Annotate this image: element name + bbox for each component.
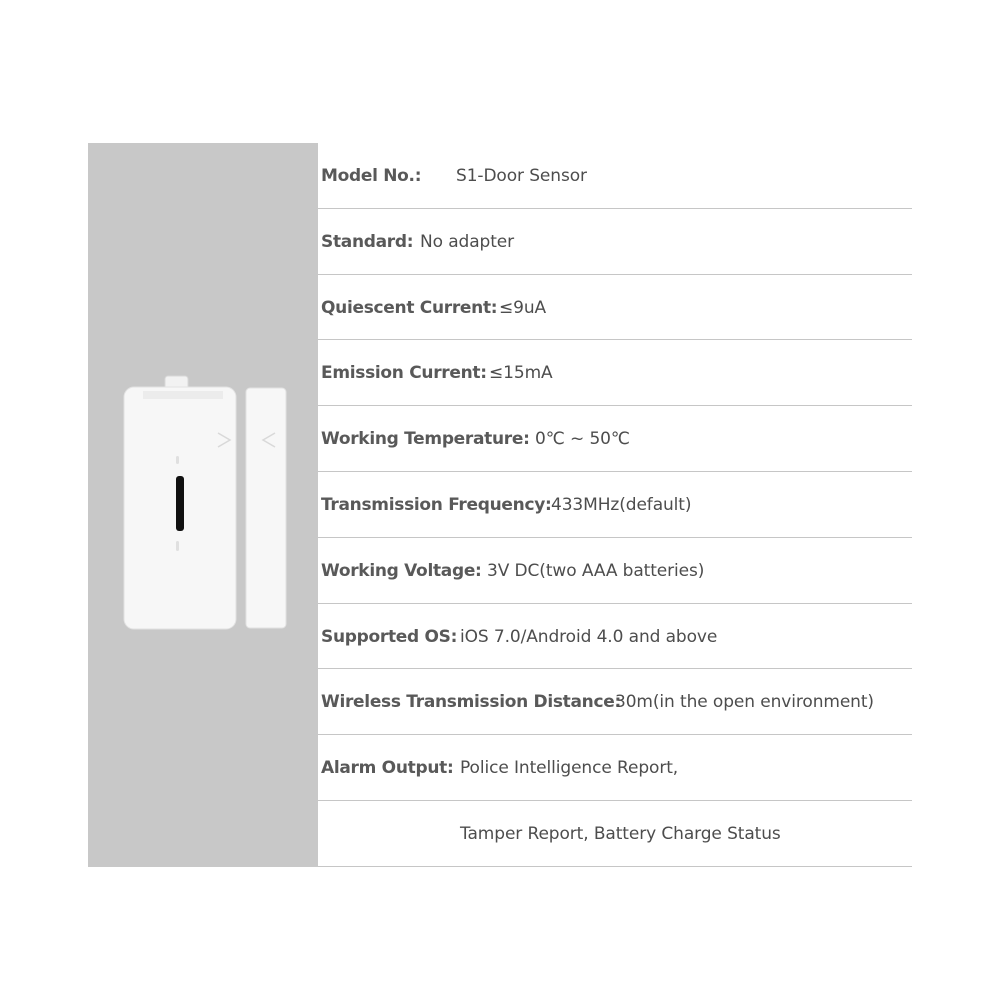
spec-row-working-voltage: [318, 538, 912, 604]
spec-row-transmission-frequency: [318, 472, 912, 538]
spec-value: No adapter: [420, 231, 515, 252]
spec-value: iOS 7.0/Android 4.0 and above: [460, 626, 718, 647]
spec-label: Model No.:: [321, 166, 422, 186]
spec-label: Quiescent Current:: [321, 297, 498, 318]
spec-label: Standard:: [321, 231, 414, 252]
spec-value: ≤15mA: [489, 363, 553, 384]
spec-row-working-temperature: [318, 406, 912, 472]
spec-value: S1-Door Sensor: [456, 166, 587, 186]
spec-label: Working Temperature:: [321, 429, 530, 450]
spec-row-quiescent-current: [318, 275, 912, 341]
spec-table: [318, 143, 912, 867]
spec-value: ≤9uA: [499, 297, 547, 318]
product-photo-panel: [88, 143, 318, 867]
spec-value: 3V DC(two AAA batteries): [487, 560, 705, 581]
spec-row-emission-current: [318, 340, 912, 406]
spec-row-alarm-output-continued: [318, 801, 912, 867]
spec-label: Emission Current:: [321, 363, 487, 384]
spec-label: Transmission Frequency:: [321, 494, 552, 515]
spec-row-standard: [318, 209, 912, 275]
spec-row-alarm-output: [318, 735, 912, 801]
spec-label: Working Voltage:: [321, 560, 482, 581]
spec-row-model: [318, 143, 912, 209]
spec-value: 433MHz(default): [551, 494, 692, 515]
spec-value: Tamper Report, Battery Charge Status: [460, 823, 781, 844]
spec-value: Police Intelligence Report,: [460, 758, 679, 779]
spec-label: Alarm Output:: [321, 758, 454, 779]
spec-row-wireless-distance: [318, 669, 912, 735]
spec-label: Wireless Transmission Distance:: [321, 692, 621, 713]
spec-value: 0℃ ~ 50℃: [535, 429, 630, 450]
spec-value: 30m(in the open environment): [615, 692, 874, 713]
spec-label: Supported OS:: [321, 626, 458, 647]
spec-row-supported-os: [318, 604, 912, 670]
door-sensor-icon: [88, 143, 318, 867]
